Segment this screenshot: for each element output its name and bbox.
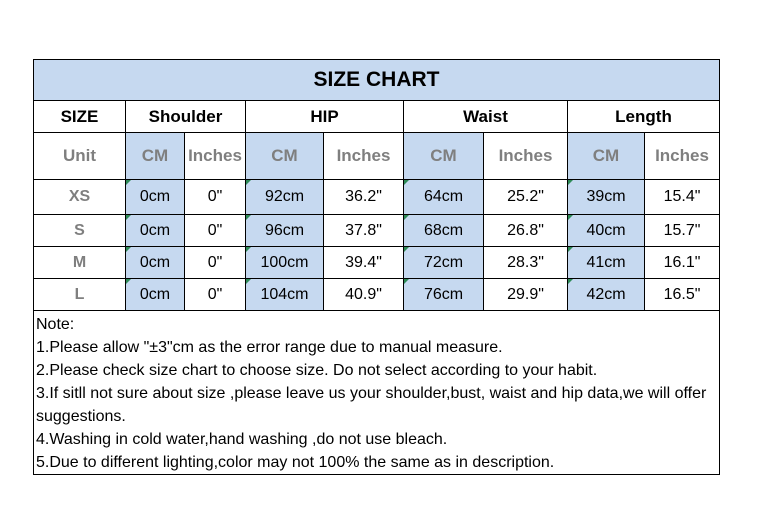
size-cell: L [34,279,126,311]
table-row [34,215,720,247]
shoulder-cm-cell: 0cm [126,180,185,215]
note-item: 5.Due to different lighting,color may not 100% the same as in description. [36,454,555,471]
size-cell: M [34,247,126,279]
unit-hip-cm: CM [246,133,324,180]
size-cell: XS [34,180,126,215]
length-cm-cell: 42cm [568,279,645,311]
header-hip: HIP [246,101,404,133]
waist-inches-cell: 28.3" [484,247,568,279]
waist-cm-cell: 76cm [404,279,484,311]
length-inches-cell: 15.7" [645,215,720,247]
shoulder-inches-cell: 0" [185,279,246,311]
length-cm-cell: 40cm [568,215,645,247]
hip-inches-cell: 40.9" [324,279,404,311]
table-row [34,180,720,215]
unit-length-inches: Inches [645,133,720,180]
hip-cm-cell: 96cm [246,215,324,247]
unit-length-cm: CM [568,133,645,180]
header-length: Length [568,101,720,133]
notes-section [34,311,720,475]
waist-cm-cell: 72cm [404,247,484,279]
table-row [34,247,720,279]
unit-hip-inches: Inches [324,133,404,180]
waist-inches-cell: 26.8" [484,215,568,247]
shoulder-cm-cell: 0cm [126,215,185,247]
table-row [34,279,720,311]
hip-inches-cell: 39.4" [324,247,404,279]
shoulder-inches-cell: 0" [185,180,246,215]
waist-inches-cell: 25.2" [484,180,568,215]
hip-inches-cell: 37.8" [324,215,404,247]
note-item: 1.Please allow "±3"cm as the error range due to manual measure. [36,339,503,356]
shoulder-inches-cell: 0" [185,247,246,279]
hip-cm-cell: 104cm [246,279,324,311]
waist-cm-cell: 64cm [404,180,484,215]
unit-shoulder-inches: Inches [185,133,246,180]
size-cell: S [34,215,126,247]
hip-cm-cell: 92cm [246,180,324,215]
unit-waist-cm: CM [404,133,484,180]
hip-inches-cell: 36.2" [324,180,404,215]
shoulder-cm-cell: 0cm [126,279,185,311]
length-inches-cell: 16.1" [645,247,720,279]
unit-shoulder-cm: CM [126,133,185,180]
length-inches-cell: 16.5" [645,279,720,311]
shoulder-inches-cell: 0" [185,215,246,247]
notes-heading: Note: [36,316,75,333]
note-item: 4.Washing in cold water,hand washing ,do not use bleach. [36,431,448,448]
note-item: 3.If sitll not sure about size ,please leave us your shoulder,bust, waist and hip data,we will offer suggestions. [36,385,707,425]
waist-inches-cell: 29.9" [484,279,568,311]
length-cm-cell: 41cm [568,247,645,279]
header-size: SIZE [34,101,126,133]
length-cm-cell: 39cm [568,180,645,215]
header-shoulder: Shoulder [126,101,246,133]
unit-label: Unit [34,133,126,180]
waist-cm-cell: 68cm [404,215,484,247]
unit-waist-inches: Inches [484,133,568,180]
hip-cm-cell: 100cm [246,247,324,279]
chart-title: SIZE CHART [34,60,720,101]
size-chart-table [33,59,720,475]
note-item: 2.Please check size chart to choose size. Do not select according to your habit. [36,362,598,379]
shoulder-cm-cell: 0cm [126,247,185,279]
length-inches-cell: 15.4" [645,180,720,215]
header-waist: Waist [404,101,568,133]
